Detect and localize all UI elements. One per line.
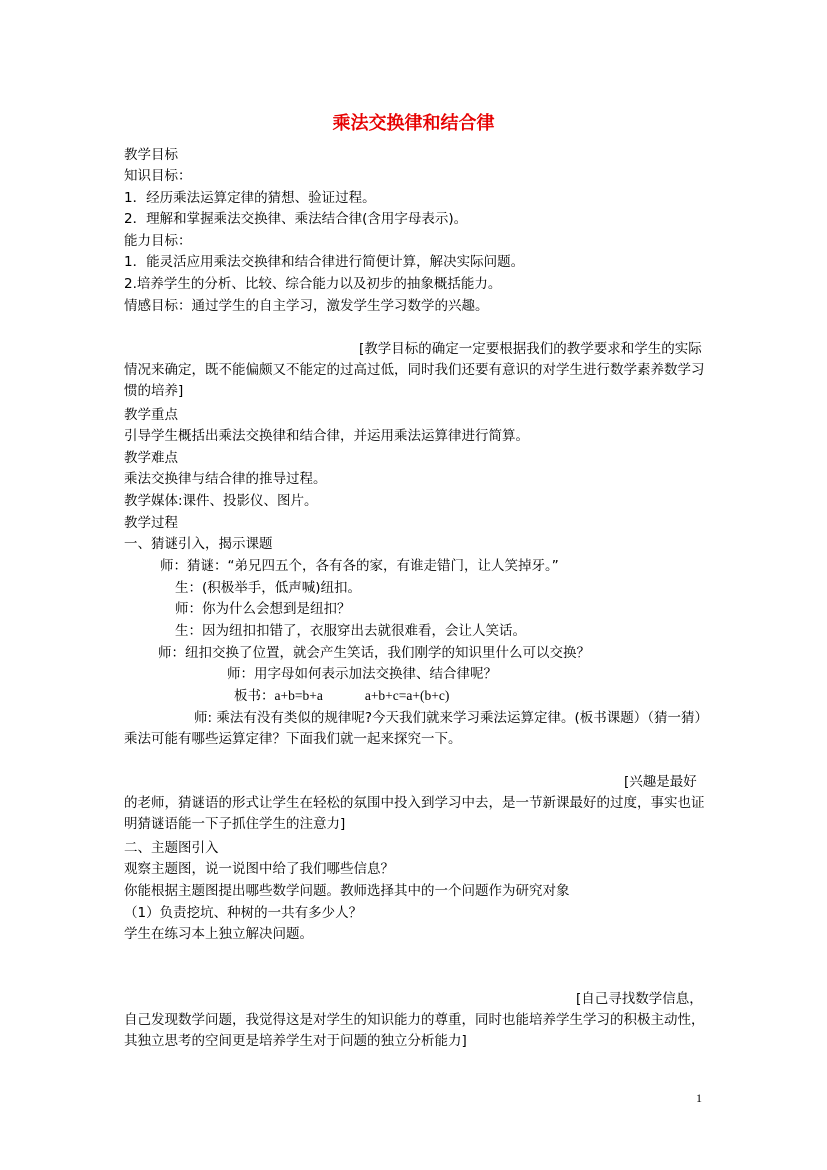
text-line: 2．理解和掌握乘法交换律、乘法结合律(含用字母表示)。: [124, 211, 468, 227]
text-line: 教学过程: [124, 515, 178, 531]
text-line: 1．能灵活应用乘法交换律和结合律进行简便计算，解决实际问题。: [124, 254, 525, 270]
dialogue-line: 师：猜谜：“弟兄四五个，各有各的家，有谁走错门，让人笑掉牙。”: [160, 558, 559, 574]
text-line: 一、猜谜引入，揭示课题: [124, 536, 273, 552]
text-line: 教学重点: [124, 407, 178, 423]
board-formula: a+b=b+a: [274, 688, 323, 703]
text-line: 1．经历乘法运算定律的猜想、验证过程。: [124, 190, 376, 206]
teaching-note: [124, 772, 709, 835]
dialogue-line: 师：你为什么会想到是纽扣？: [175, 601, 351, 617]
paragraph: [124, 708, 709, 750]
text-line: 二、主题图引入: [124, 840, 219, 856]
text-line: 乘法交换律与结合律的推导过程。: [124, 471, 327, 487]
teaching-note: [124, 989, 709, 1052]
dialogue-line: 生：(积极举手，低声喊)纽扣。: [175, 580, 362, 596]
text-line: 教学难点: [124, 450, 178, 466]
document-title: 乘法交换律和结合律: [332, 113, 495, 134]
note-text: 自己发现数学问题，我觉得这是对学生的知识能力的尊重，同时也能培养学生学习的积极主动性，其独立思考的空间更是培养学生对于问题的独立分析能力]: [124, 1012, 705, 1049]
text-line: 教学媒体:课件、投影仪、图片。: [124, 493, 318, 509]
note-text: [自己寻找数学信息，: [576, 991, 703, 1007]
board-writing: [234, 686, 449, 706]
dialogue-line: 生：因为纽扣扣错了，衣服穿出去就很难看，会让人笑话。: [175, 623, 526, 639]
page-number: 1: [696, 1091, 702, 1105]
text-line: 知识目标：: [124, 168, 192, 184]
dialogue-line: 师：纽扣交换了位置，就会产生笑话，我们刚学的知识里什么可以交换？: [158, 645, 590, 661]
text-line: 观察主题图，说一说图中给了我们哪些信息？: [124, 861, 394, 877]
board-label: 板书：: [234, 688, 275, 704]
text-line: 能力目标：: [124, 233, 192, 249]
text-line: 引导学生概括出乘法交换律和结合律，并运用乘法运算律进行简算。: [124, 428, 529, 444]
note-text: [兴趣是最好: [624, 774, 697, 790]
text-line: 你能根据主题图提出哪些数学问题。教师选择其中的一个问题作为研究对象: [124, 883, 570, 899]
note-text: [教学目标的确定一定要根据我们的教学要求和学生的: [359, 341, 675, 357]
note-text: 实际情况来确定，既不能偏颇又不能定的过高过低，同时我们还要有意识的对学生进行数学素养数学习惯的培养]: [124, 341, 705, 399]
text-line: 2.培养学生的分析、比较、综合能力以及初步的抽象概括能力。: [124, 276, 502, 292]
paragraph-text: 师: 乘法有没有类似的规律呢?今天我们就来学习乘法运算定律。(板书课题）（猜: [194, 710, 668, 726]
text-line: 情感目标：通过学生的自主学习，激发学生学习数学的兴趣。: [124, 298, 489, 314]
teaching-note: [124, 339, 709, 402]
text-line: 教学目标: [124, 147, 178, 163]
text-line: 学生在练习本上独立解决问题。: [124, 926, 313, 942]
paragraph-text: 一猜）乘法可能有哪些运算定律？下面我们就一起来探究一下。: [124, 710, 709, 747]
note-text: 的老师，猜谜语的形式让学生在轻松的氛围中投入到学习中去，是一节新课最好的过度，事实也证明猜谜语能一下子抓住学生的注意力]: [124, 795, 705, 832]
text-line: （1）负责挖坑、种树的一共有多少人？: [124, 905, 363, 921]
board-formula: a+b+c=a+(b+c): [364, 688, 450, 703]
dialogue-line: 师：用字母如何表示加法交换律、结合律呢？: [227, 666, 497, 682]
